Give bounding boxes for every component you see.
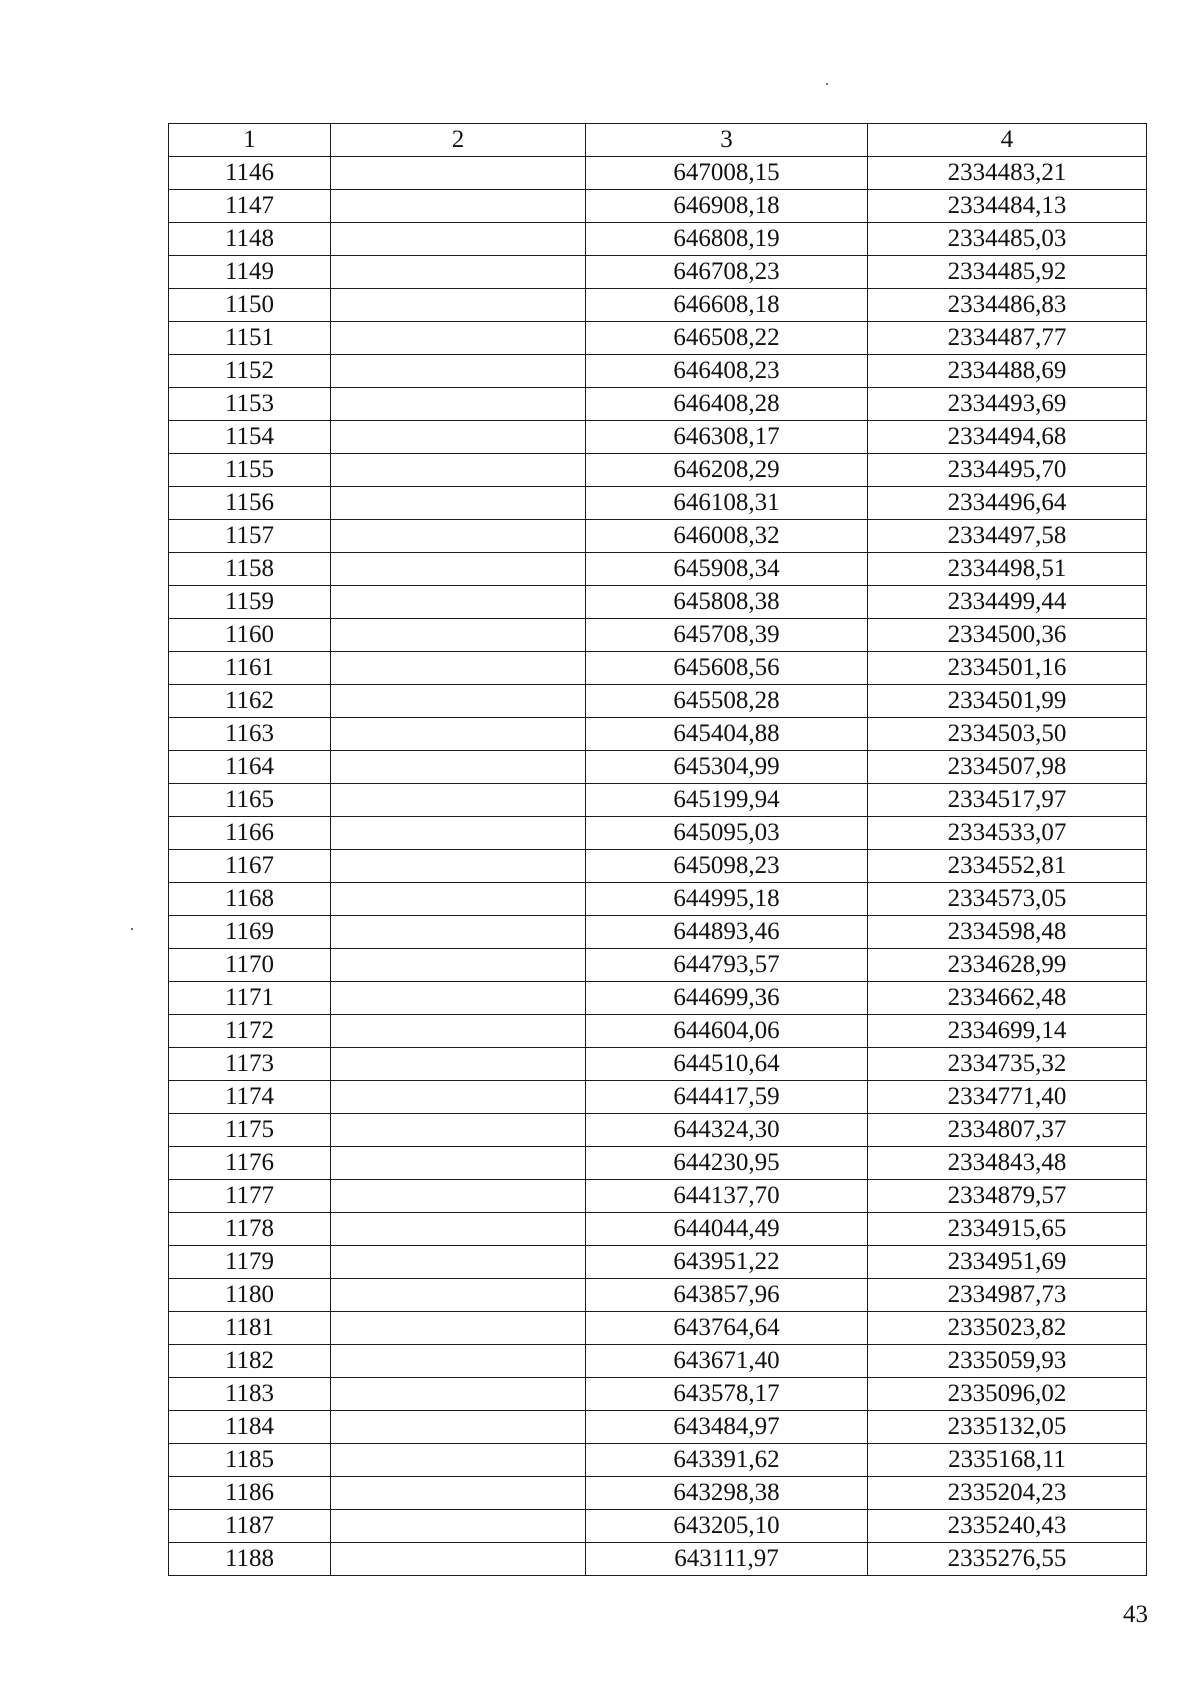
- point-number-cell: 1162: [169, 685, 331, 718]
- table-row: [169, 1477, 1147, 1510]
- point-number-cell: 1168: [169, 883, 331, 916]
- description-cell: [331, 1180, 586, 1213]
- point-number-cell: 1185: [169, 1444, 331, 1477]
- description-cell: [331, 388, 586, 421]
- x-coordinate-cell: 644893,46: [586, 916, 868, 949]
- column-header-3: 3: [586, 124, 868, 157]
- description-cell: [331, 256, 586, 289]
- table-row: [169, 1180, 1147, 1213]
- table-row: [169, 421, 1147, 454]
- x-coordinate-cell: 645608,56: [586, 652, 868, 685]
- table-row: [169, 916, 1147, 949]
- x-coordinate-cell: 643578,17: [586, 1378, 868, 1411]
- y-coordinate-cell: 2334486,83: [868, 289, 1147, 322]
- point-number-cell: 1188: [169, 1543, 331, 1576]
- x-coordinate-cell: 644417,59: [586, 1081, 868, 1114]
- table-row: [169, 487, 1147, 520]
- y-coordinate-cell: 2334951,69: [868, 1246, 1147, 1279]
- y-coordinate-cell: 2334628,99: [868, 949, 1147, 982]
- column-header-2: 2: [331, 124, 586, 157]
- x-coordinate-cell: 644793,57: [586, 949, 868, 982]
- table-body: [169, 157, 1147, 1576]
- description-cell: [331, 289, 586, 322]
- table-row: [169, 751, 1147, 784]
- description-cell: [331, 619, 586, 652]
- table-row: [169, 883, 1147, 916]
- description-cell: [331, 652, 586, 685]
- y-coordinate-cell: 2335276,55: [868, 1543, 1147, 1576]
- point-number-cell: 1147: [169, 190, 331, 223]
- description-cell: [331, 949, 586, 982]
- point-number-cell: 1154: [169, 421, 331, 454]
- point-number-cell: 1155: [169, 454, 331, 487]
- point-number-cell: 1148: [169, 223, 331, 256]
- description-cell: [331, 718, 586, 751]
- description-cell: [331, 1081, 586, 1114]
- description-cell: [331, 685, 586, 718]
- table-row: [169, 586, 1147, 619]
- y-coordinate-cell: 2334494,68: [868, 421, 1147, 454]
- description-cell: [331, 157, 586, 190]
- x-coordinate-cell: 643111,97: [586, 1543, 868, 1576]
- point-number-cell: 1167: [169, 850, 331, 883]
- x-coordinate-cell: 645098,23: [586, 850, 868, 883]
- description-cell: [331, 454, 586, 487]
- x-coordinate-cell: 643671,40: [586, 1345, 868, 1378]
- table-row: [169, 1015, 1147, 1048]
- point-number-cell: 1156: [169, 487, 331, 520]
- y-coordinate-cell: 2334487,77: [868, 322, 1147, 355]
- point-number-cell: 1150: [169, 289, 331, 322]
- description-cell: [331, 586, 586, 619]
- x-coordinate-cell: 646008,32: [586, 520, 868, 553]
- y-coordinate-cell: 2334503,50: [868, 718, 1147, 751]
- x-coordinate-cell: 645199,94: [586, 784, 868, 817]
- description-cell: [331, 982, 586, 1015]
- point-number-cell: 1151: [169, 322, 331, 355]
- y-coordinate-cell: 2335023,82: [868, 1312, 1147, 1345]
- y-coordinate-cell: 2334485,03: [868, 223, 1147, 256]
- y-coordinate-cell: 2334483,21: [868, 157, 1147, 190]
- x-coordinate-cell: 646608,18: [586, 289, 868, 322]
- description-cell: [331, 1048, 586, 1081]
- point-number-cell: 1164: [169, 751, 331, 784]
- table-row: [169, 1147, 1147, 1180]
- point-number-cell: 1157: [169, 520, 331, 553]
- table-row: [169, 652, 1147, 685]
- y-coordinate-cell: 2334501,99: [868, 685, 1147, 718]
- y-coordinate-cell: 2334517,97: [868, 784, 1147, 817]
- point-number-cell: 1178: [169, 1213, 331, 1246]
- description-cell: [331, 322, 586, 355]
- description-cell: [331, 784, 586, 817]
- description-cell: [331, 223, 586, 256]
- point-number-cell: 1158: [169, 553, 331, 586]
- table-row: [169, 817, 1147, 850]
- y-coordinate-cell: 2334485,92: [868, 256, 1147, 289]
- table-row: [169, 1114, 1147, 1147]
- x-coordinate-cell: 645304,99: [586, 751, 868, 784]
- x-coordinate-cell: 645404,88: [586, 718, 868, 751]
- y-coordinate-cell: 2334484,13: [868, 190, 1147, 223]
- scan-speck: [131, 928, 133, 930]
- y-coordinate-cell: 2334499,44: [868, 586, 1147, 619]
- table-row: [169, 1444, 1147, 1477]
- description-cell: [331, 520, 586, 553]
- x-coordinate-cell: 644137,70: [586, 1180, 868, 1213]
- x-coordinate-cell: 644230,95: [586, 1147, 868, 1180]
- x-coordinate-cell: 644324,30: [586, 1114, 868, 1147]
- point-number-cell: 1179: [169, 1246, 331, 1279]
- table-row: [169, 1213, 1147, 1246]
- description-cell: [331, 1543, 586, 1576]
- column-header-1: 1: [169, 124, 331, 157]
- header-row: [169, 124, 1147, 157]
- table-row: [169, 1543, 1147, 1576]
- x-coordinate-cell: 646408,28: [586, 388, 868, 421]
- table-row: [169, 1246, 1147, 1279]
- x-coordinate-cell: 646308,17: [586, 421, 868, 454]
- y-coordinate-cell: 2334879,57: [868, 1180, 1147, 1213]
- y-coordinate-cell: 2334987,73: [868, 1279, 1147, 1312]
- x-coordinate-cell: 647008,15: [586, 157, 868, 190]
- description-cell: [331, 1444, 586, 1477]
- x-coordinate-cell: 646408,23: [586, 355, 868, 388]
- description-cell: [331, 487, 586, 520]
- description-cell: [331, 1246, 586, 1279]
- y-coordinate-cell: 2334495,70: [868, 454, 1147, 487]
- point-number-cell: 1181: [169, 1312, 331, 1345]
- x-coordinate-cell: 645508,28: [586, 685, 868, 718]
- y-coordinate-cell: 2335059,93: [868, 1345, 1147, 1378]
- description-cell: [331, 850, 586, 883]
- y-coordinate-cell: 2334501,16: [868, 652, 1147, 685]
- table-row: [169, 289, 1147, 322]
- y-coordinate-cell: 2334533,07: [868, 817, 1147, 850]
- point-number-cell: 1186: [169, 1477, 331, 1510]
- x-coordinate-cell: 643205,10: [586, 1510, 868, 1543]
- description-cell: [331, 1213, 586, 1246]
- page-number: 43: [1123, 1601, 1148, 1628]
- table-row: [169, 1411, 1147, 1444]
- table-row: [169, 1378, 1147, 1411]
- table-header: [169, 124, 1147, 157]
- y-coordinate-cell: 2335240,43: [868, 1510, 1147, 1543]
- point-number-cell: 1159: [169, 586, 331, 619]
- y-coordinate-cell: 2334552,81: [868, 850, 1147, 883]
- description-cell: [331, 355, 586, 388]
- table-row: [169, 1279, 1147, 1312]
- description-cell: [331, 190, 586, 223]
- y-coordinate-cell: 2334662,48: [868, 982, 1147, 1015]
- point-number-cell: 1171: [169, 982, 331, 1015]
- table-row: [169, 1345, 1147, 1378]
- point-number-cell: 1165: [169, 784, 331, 817]
- table-row: [169, 982, 1147, 1015]
- table-row: [169, 1048, 1147, 1081]
- x-coordinate-cell: 646808,19: [586, 223, 868, 256]
- point-number-cell: 1153: [169, 388, 331, 421]
- x-coordinate-cell: 644510,64: [586, 1048, 868, 1081]
- point-number-cell: 1173: [169, 1048, 331, 1081]
- description-cell: [331, 883, 586, 916]
- point-number-cell: 1177: [169, 1180, 331, 1213]
- table-row: [169, 1312, 1147, 1345]
- y-coordinate-cell: 2334598,48: [868, 916, 1147, 949]
- coordinates-table: [168, 123, 1147, 1576]
- table-row: [169, 454, 1147, 487]
- description-cell: [331, 1279, 586, 1312]
- x-coordinate-cell: 646708,23: [586, 256, 868, 289]
- point-number-cell: 1180: [169, 1279, 331, 1312]
- scan-speck: [826, 83, 828, 85]
- description-cell: [331, 1477, 586, 1510]
- y-coordinate-cell: 2335096,02: [868, 1378, 1147, 1411]
- column-header-4: 4: [868, 124, 1147, 157]
- table-row: [169, 322, 1147, 355]
- y-coordinate-cell: 2335168,11: [868, 1444, 1147, 1477]
- description-cell: [331, 1015, 586, 1048]
- point-number-cell: 1170: [169, 949, 331, 982]
- x-coordinate-cell: 643857,96: [586, 1279, 868, 1312]
- description-cell: [331, 1114, 586, 1147]
- y-coordinate-cell: 2335204,23: [868, 1477, 1147, 1510]
- x-coordinate-cell: 643951,22: [586, 1246, 868, 1279]
- x-coordinate-cell: 645808,38: [586, 586, 868, 619]
- description-cell: [331, 421, 586, 454]
- x-coordinate-cell: 646908,18: [586, 190, 868, 223]
- point-number-cell: 1172: [169, 1015, 331, 1048]
- y-coordinate-cell: 2334843,48: [868, 1147, 1147, 1180]
- x-coordinate-cell: 644044,49: [586, 1213, 868, 1246]
- description-cell: [331, 1378, 586, 1411]
- x-coordinate-cell: 643391,62: [586, 1444, 868, 1477]
- point-number-cell: 1183: [169, 1378, 331, 1411]
- y-coordinate-cell: 2335132,05: [868, 1411, 1147, 1444]
- table-row: [169, 784, 1147, 817]
- description-cell: [331, 1312, 586, 1345]
- y-coordinate-cell: 2334488,69: [868, 355, 1147, 388]
- table-row: [169, 223, 1147, 256]
- x-coordinate-cell: 643484,97: [586, 1411, 868, 1444]
- point-number-cell: 1182: [169, 1345, 331, 1378]
- table-row: [169, 685, 1147, 718]
- point-number-cell: 1149: [169, 256, 331, 289]
- x-coordinate-cell: 644699,36: [586, 982, 868, 1015]
- table-row: [169, 949, 1147, 982]
- table-row: [169, 190, 1147, 223]
- table-row: [169, 520, 1147, 553]
- table-row: [169, 850, 1147, 883]
- x-coordinate-cell: 644995,18: [586, 883, 868, 916]
- table-row: [169, 157, 1147, 190]
- table-row: [169, 1081, 1147, 1114]
- y-coordinate-cell: 2334493,69: [868, 388, 1147, 421]
- x-coordinate-cell: 643764,64: [586, 1312, 868, 1345]
- x-coordinate-cell: 644604,06: [586, 1015, 868, 1048]
- y-coordinate-cell: 2334573,05: [868, 883, 1147, 916]
- table-row: [169, 553, 1147, 586]
- y-coordinate-cell: 2334498,51: [868, 553, 1147, 586]
- description-cell: [331, 751, 586, 784]
- point-number-cell: 1146: [169, 157, 331, 190]
- point-number-cell: 1184: [169, 1411, 331, 1444]
- point-number-cell: 1160: [169, 619, 331, 652]
- y-coordinate-cell: 2334915,65: [868, 1213, 1147, 1246]
- table-row: [169, 619, 1147, 652]
- x-coordinate-cell: 646208,29: [586, 454, 868, 487]
- description-cell: [331, 916, 586, 949]
- y-coordinate-cell: 2334507,98: [868, 751, 1147, 784]
- y-coordinate-cell: 2334496,64: [868, 487, 1147, 520]
- y-coordinate-cell: 2334735,32: [868, 1048, 1147, 1081]
- description-cell: [331, 1147, 586, 1180]
- point-number-cell: 1169: [169, 916, 331, 949]
- point-number-cell: 1175: [169, 1114, 331, 1147]
- point-number-cell: 1152: [169, 355, 331, 388]
- table-row: [169, 388, 1147, 421]
- x-coordinate-cell: 645095,03: [586, 817, 868, 850]
- y-coordinate-cell: 2334699,14: [868, 1015, 1147, 1048]
- x-coordinate-cell: 645708,39: [586, 619, 868, 652]
- y-coordinate-cell: 2334807,37: [868, 1114, 1147, 1147]
- point-number-cell: 1176: [169, 1147, 331, 1180]
- point-number-cell: 1174: [169, 1081, 331, 1114]
- x-coordinate-cell: 645908,34: [586, 553, 868, 586]
- table-row: [169, 1510, 1147, 1543]
- point-number-cell: 1163: [169, 718, 331, 751]
- x-coordinate-cell: 643298,38: [586, 1477, 868, 1510]
- x-coordinate-cell: 646508,22: [586, 322, 868, 355]
- description-cell: [331, 1345, 586, 1378]
- table-row: [169, 718, 1147, 751]
- description-cell: [331, 817, 586, 850]
- y-coordinate-cell: 2334497,58: [868, 520, 1147, 553]
- description-cell: [331, 553, 586, 586]
- x-coordinate-cell: 646108,31: [586, 487, 868, 520]
- point-number-cell: 1161: [169, 652, 331, 685]
- description-cell: [331, 1510, 586, 1543]
- y-coordinate-cell: 2334771,40: [868, 1081, 1147, 1114]
- point-number-cell: 1166: [169, 817, 331, 850]
- table-row: [169, 256, 1147, 289]
- table-row: [169, 355, 1147, 388]
- point-number-cell: 1187: [169, 1510, 331, 1543]
- description-cell: [331, 1411, 586, 1444]
- y-coordinate-cell: 2334500,36: [868, 619, 1147, 652]
